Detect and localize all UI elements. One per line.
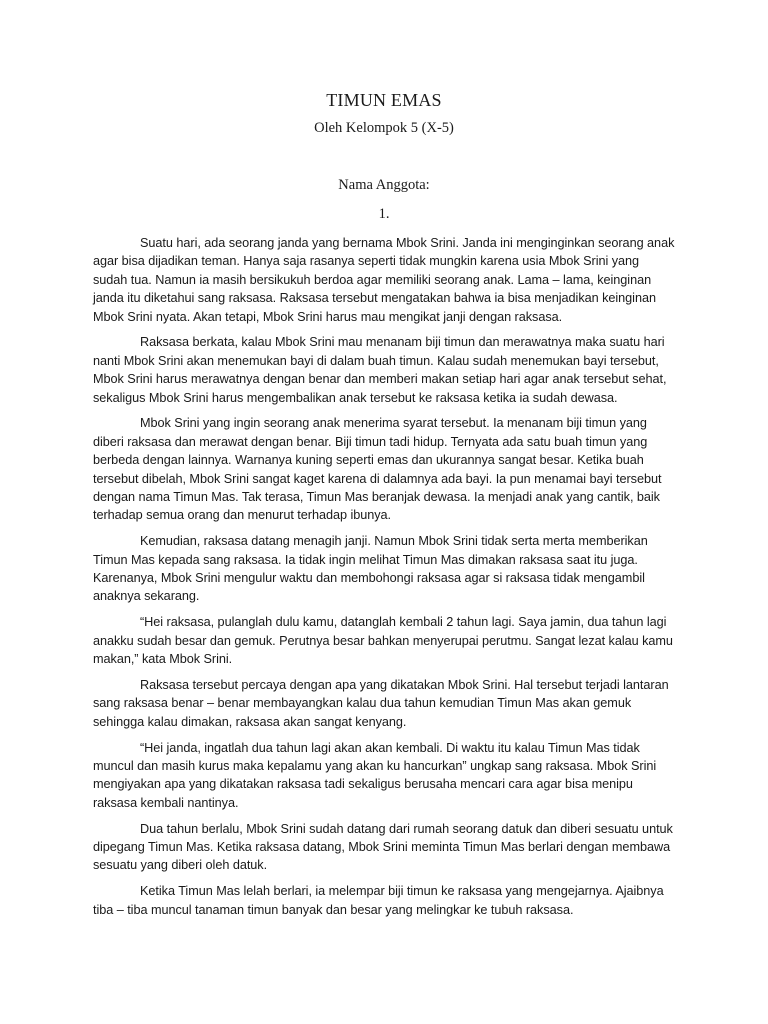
story-paragraph: Mbok Srini yang ingin seorang anak menerima syarat tersebut. Ia menanam biji timun yang diberi raksasa dan merawat dengan benar. Biji timun tadi hidup. Ternyata ada satu buah timun yang berbeda dengan lainnya. Warnanya kuning seperti emas dan ukurannya sangat besar. Ketika buah tersebut dibelah, Mbok Srini sangat kaget karena di dalamnya ada bayi. Ia pun menamai bayi tersebut dengan nama Timun Mas. Tak terasa, Timun Mas beranjak dewasa. Ia menjadi anak yang cantik, baik terhadap semua orang dan menurut terhadap ibunya.: [93, 416, 662, 523]
story-body: [93, 234, 676, 926]
members-heading: Nama Anggota:: [338, 177, 430, 193]
document-subtitle: Oleh Kelompok 5 (X-5): [314, 120, 454, 136]
document-title: TIMUN EMAS: [326, 90, 442, 110]
story-paragraph: “Hei janda, ingatlah dua tahun lagi akan akan kembali. Di waktu itu kalau Timun Mas tidak muncul dan masih kurus maka kepalamu yang akan ku hancurkan” ungkap sang raksasa. Mbok Srini mengiyakan apa yang dikatakan raksasa tadi sekaligus berusaha mencari cara agar bisa menipu raksasa kembali nantinya.: [93, 740, 657, 810]
story-paragraph: Raksasa tersebut percaya dengan apa yang dikatakan Mbok Srini. Hal tersebut terjadi lantaran sang raksasa benar – benar membayangkan kalau dua tahun kemudian Timun Mas akan gemuk sehingga kalau dimakan, raksasa akan sangat kenyang.: [93, 677, 669, 729]
story-paragraph: Kemudian, raksasa datang menagih janji. Namun Mbok Srini tidak serta merta memberikan Timun Mas kepada sang raksasa. Ia tidak ingin melihat Timun Mas dimakan raksasa saat itu juga. Karenanya, Mbok Srini mengulur waktu dan membohongi raksasa agar si raksasa tidak mengambil anaknya sekarang.: [93, 534, 648, 604]
story-paragraph: Raksasa berkata, kalau Mbok Srini mau menanam biji timun dan merawatnya maka suatu hari nanti Mbok Srini akan menemukan bayi di dalam buah timun. Kalau sudah menemukan bayi tersebut, Mbok Srini harus merawatnya dengan benar dan memberi makan setiap hari agar anak tersebut sehat, sekaligus Mbok Srini harus mengembalikan anak tersebut ke raksasa ketika ia sudah dewasa.: [93, 335, 667, 405]
story-paragraph: Ketika Timun Mas lelah berlari, ia melempar biji timun ke raksasa yang mengejarnya. Ajaibnya tiba – tiba muncul tanaman timun banyak dan besar yang melingkar ke tubuh raksasa.: [93, 884, 664, 917]
story-paragraph: “Hei raksasa, pulanglah dulu kamu, datanglah kembali 2 tahun lagi. Saya jamin, dua tahun lagi anakku sudah besar dan gemuk. Perutnya besar bahkan menyerupai perutmu. Sangat lezat kalau kamu makan,” kata Mbok Srini.: [93, 615, 673, 667]
member-item: 1.: [378, 206, 390, 222]
story-paragraph: Dua tahun berlalu, Mbok Srini sudah datang dari rumah seorang datuk dan diberi sesuatu untuk dipegang Timun Mas. Ketika raksasa datang, Mbok Srini meminta Timun Mas berlari dengan membawa sesuatu yang diberi oleh datuk.: [93, 821, 673, 873]
story-paragraph: Suatu hari, ada seorang janda yang bernama Mbok Srini. Janda ini menginginkan seorang anak agar bisa dijadikan teman. Hanya saja rasanya seperti tidak mungkin karena usia Mbok Srini yang sudah tua. Namun ia masih bersikukuh berdoa agar memiliki seorang anak. Lama – lama, keinginan janda itu diketahui sang raksasa. Raksasa tersebut mengatakan bahwa ia bisa menjadikan keinginan Mbok Srini nyata. Akan tetapi, Mbok Srini harus mau mengikat janji dengan raksasa.: [93, 236, 675, 324]
